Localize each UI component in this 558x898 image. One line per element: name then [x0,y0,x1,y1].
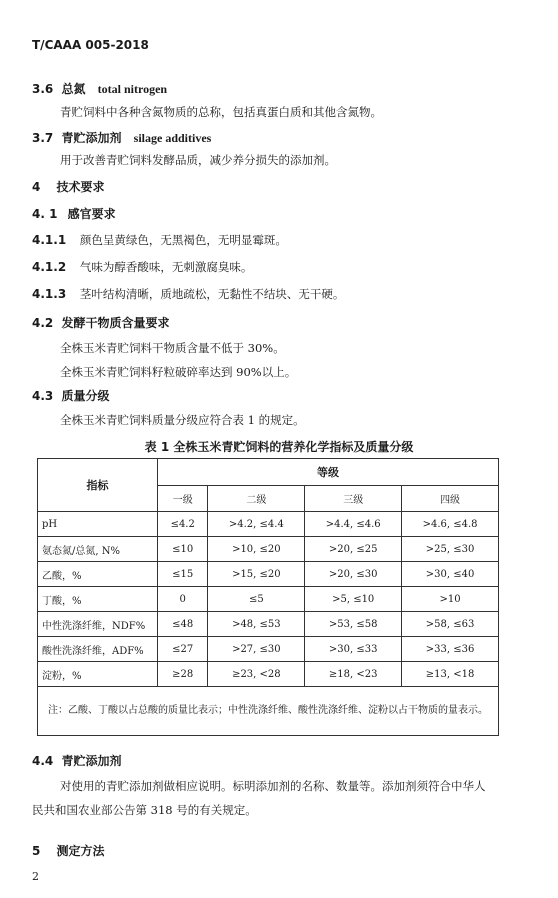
table-row [38,562,499,587]
grade-2: 二级 [208,485,305,512]
clause-number: 4.1.3 [32,287,67,301]
section-number: 4. 1 [32,207,58,221]
clause-number: 4.1.1 [32,233,67,247]
clause-4-1-2 [32,259,252,275]
section-title: 质量分级 [61,389,110,403]
cell: ≤4.2 [158,512,208,537]
clause-text: 颜色呈黄绿色，无黑褐色，无明显霉斑。 [79,233,287,247]
section-4-3-heading [32,387,109,404]
cell: 0 [158,587,208,612]
cell: ≥23, <28 [208,662,305,687]
clause-4-1-1 [32,232,287,248]
cell: ≥28 [158,662,208,687]
cell: >10 [402,587,499,612]
section-4-3-para-1: 全株玉米青贮饲料质量分级应符合表 1 的规定。 [60,413,305,427]
section-title: 发酵干物质含量要求 [61,316,170,330]
grade-4: 四级 [402,485,499,512]
cell: ≤27 [158,637,208,662]
table-header-row [38,459,499,486]
section-number: 4.2 [32,316,54,330]
section-4-2-para-1: 全株玉米青贮饲料干物质含量不低于 30%。 [60,341,285,355]
section-title: 青贮添加剂 [61,754,122,768]
clause-text: 气味为醇香酸味，无刺激腐臭味。 [79,260,253,274]
section-4-4-line-1: 对使用的青贮添加剂做相应说明。标明添加剂的名称、数量等。添加剂须符合中华人 [60,779,486,793]
section-3-7-heading [32,129,211,146]
cell: ≤48 [158,612,208,637]
table-row [38,612,499,637]
table-row [38,512,499,537]
section-5-heading [32,842,105,859]
section-3-6-body: 青贮饲料中各种含氮物质的总称，包括真蛋白质和其他含氮物。 [60,105,382,119]
cell: ≤5 [208,587,305,612]
cell: ≤15 [158,562,208,587]
cell: >5, ≤10 [305,587,402,612]
grade-1: 一级 [158,485,208,512]
section-3-7-body: 用于改善青贮饲料发酵品质，减少养分损失的添加剂。 [60,153,336,167]
section-number: 3.6 [32,82,54,96]
cell: ≥13, <18 [402,662,499,687]
section-3-6-heading [32,80,167,97]
cell: >15, ≤20 [208,562,305,587]
row-label: 酸性洗涤纤维，ADF% [38,637,158,662]
table-note: 注：乙酸、丁酸以占总酸的质量比表示；中性洗涤纤维、酸性洗涤纤维、淀粉以占干物质的量表示。 [38,687,499,736]
row-label: 氨态氮/总氮, N% [38,537,158,562]
section-title: 测定方法 [56,844,105,858]
cell: >30, ≤33 [305,637,402,662]
cell: >4.2, ≤4.4 [208,512,305,537]
section-number: 4 [32,180,41,194]
page-number: 2 [32,870,39,883]
cell: >33, ≤36 [402,637,499,662]
clause-number: 4.1.2 [32,260,67,274]
row-label: 中性洗涤纤维，NDF% [38,612,158,637]
cell: >27, ≤30 [208,637,305,662]
section-number: 4.3 [32,389,54,403]
section-4-heading [32,178,105,195]
cell: ≤10 [158,537,208,562]
section-4-2-para-2: 全株玉米青贮饲料籽粒破碎率达到 90%以上。 [60,365,297,379]
cell: >25, ≤30 [402,537,499,562]
section-number: 3.7 [32,131,54,145]
section-title-cn: 青贮添加剂 [61,131,122,145]
document-header: T/CAAA 005-2018 [32,38,149,52]
section-title-en: total nitrogen [97,82,168,96]
cell: ≥18, <23 [305,662,402,687]
row-label: 丁酸，% [38,587,158,612]
cell: >20, ≤25 [305,537,402,562]
section-number: 4.4 [32,754,54,768]
grade-3: 三级 [305,485,402,512]
header-grade: 等级 [158,459,499,486]
section-4-4-heading [32,752,121,769]
cell: >53, ≤58 [305,612,402,637]
row-label: pH [38,512,158,537]
section-title: 技术要求 [56,180,105,194]
table-row [38,637,499,662]
cell: >4.4, ≤4.6 [305,512,402,537]
section-4-2-heading [32,314,169,331]
row-label: 淀粉，% [38,662,158,687]
row-label: 乙酸，% [38,562,158,587]
clause-4-1-3 [32,286,344,302]
cell: >20, ≤30 [305,562,402,587]
section-4-1-heading [32,205,116,222]
section-title-cn: 总氮 [61,82,86,96]
table-row [38,662,499,687]
clause-text: 茎叶结构清晰，质地疏松，无黏性不结块、无干硬。 [79,287,345,301]
table-row [38,537,499,562]
section-title-en: silage additives [133,131,212,145]
cell: >58, ≤63 [402,612,499,637]
grading-table [37,458,499,736]
cell: >10, ≤20 [208,537,305,562]
table-row [38,587,499,612]
table-note-row [38,687,499,736]
header-indicator: 指标 [38,459,158,512]
cell: >30, ≤40 [402,562,499,587]
cell: >4.6, ≤4.8 [402,512,499,537]
table-caption: 表 1 全株玉米青贮饲料的营养化学指标及质量分级 [144,440,414,454]
cell: >48, ≤53 [208,612,305,637]
section-4-4-line-2: 民共和国农业部公告第 318 号的有关规定。 [32,803,257,817]
section-title: 感官要求 [67,207,116,221]
section-number: 5 [32,844,41,858]
